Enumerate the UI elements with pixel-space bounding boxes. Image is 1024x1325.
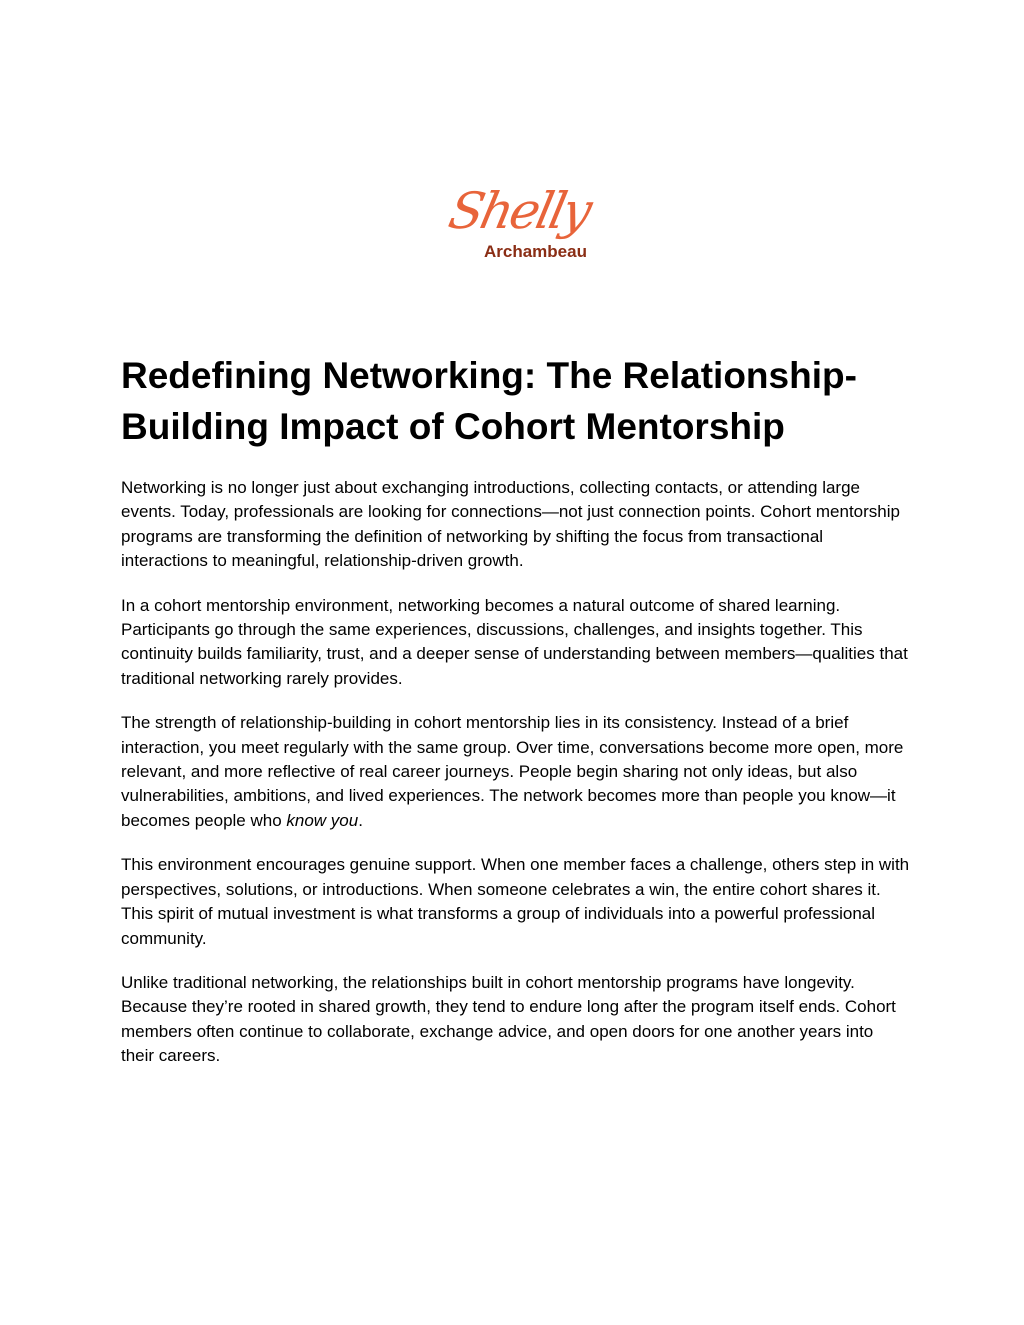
paragraph-5: Unlike traditional networking, the relationships built in cohort mentorship programs have longevity. Because they’re rooted in shared growth, they tend to endure long after the program itself ends. Cohort members often continue to collaborate, exchange advice, and open doors for one another years into their careers.	[121, 972, 896, 1066]
paragraph-2: In a cohort mentorship environment, networking becomes a natural outcome of shared learning. Participants go through the same experiences, discussions, challenges, and insights together. This continuity builds familiarity, trust, and a deeper sense of understanding between members—qualities that traditional networking rarely provides.	[121, 595, 908, 688]
paragraph-3-text: The strength of relationship-building in cohort mentorship lies in its consistency. Instead of a brief interaction, you meet regularly with the same group. Over time, conversations become more open, more relevant, and more reflective of real career journeys. People begin sharing not only ideas, but also vulnerabilities, ambitions, and lived experiences. The network becomes more than people you know—it becomes people who	[121, 713, 904, 830]
paragraph-3-end: .	[358, 810, 363, 830]
page-title: Redefining Networking: The Relationship-Building Impact of Cohort Mentorship	[121, 355, 857, 447]
paragraph-4: This environment encourages genuine support. When one member faces a challenge, others step in with perspectives, solutions, or introductions. When someone celebrates a win, the entire cohort shares it. This spirit of mutual investment is what transforms a group of individuals into a powerful professional community.	[121, 855, 910, 948]
paragraph-3-emphasis: know you	[286, 810, 359, 830]
document-body	[121, 350, 911, 1089]
paragraph-1: Networking is no longer just about exchanging introductions, collecting contacts, or attending large events. Today, professionals are looking for connections—not just connection points. Cohort mentorship programs are transforming the definition of networking by shifting the focus from transactional interactions to meaningful, relationship-driven growth.	[121, 478, 900, 571]
paragraph-3	[121, 711, 911, 833]
logo-script: Shelly	[443, 182, 595, 240]
logo-name: Archambeau	[484, 242, 587, 261]
logo	[443, 182, 596, 273]
